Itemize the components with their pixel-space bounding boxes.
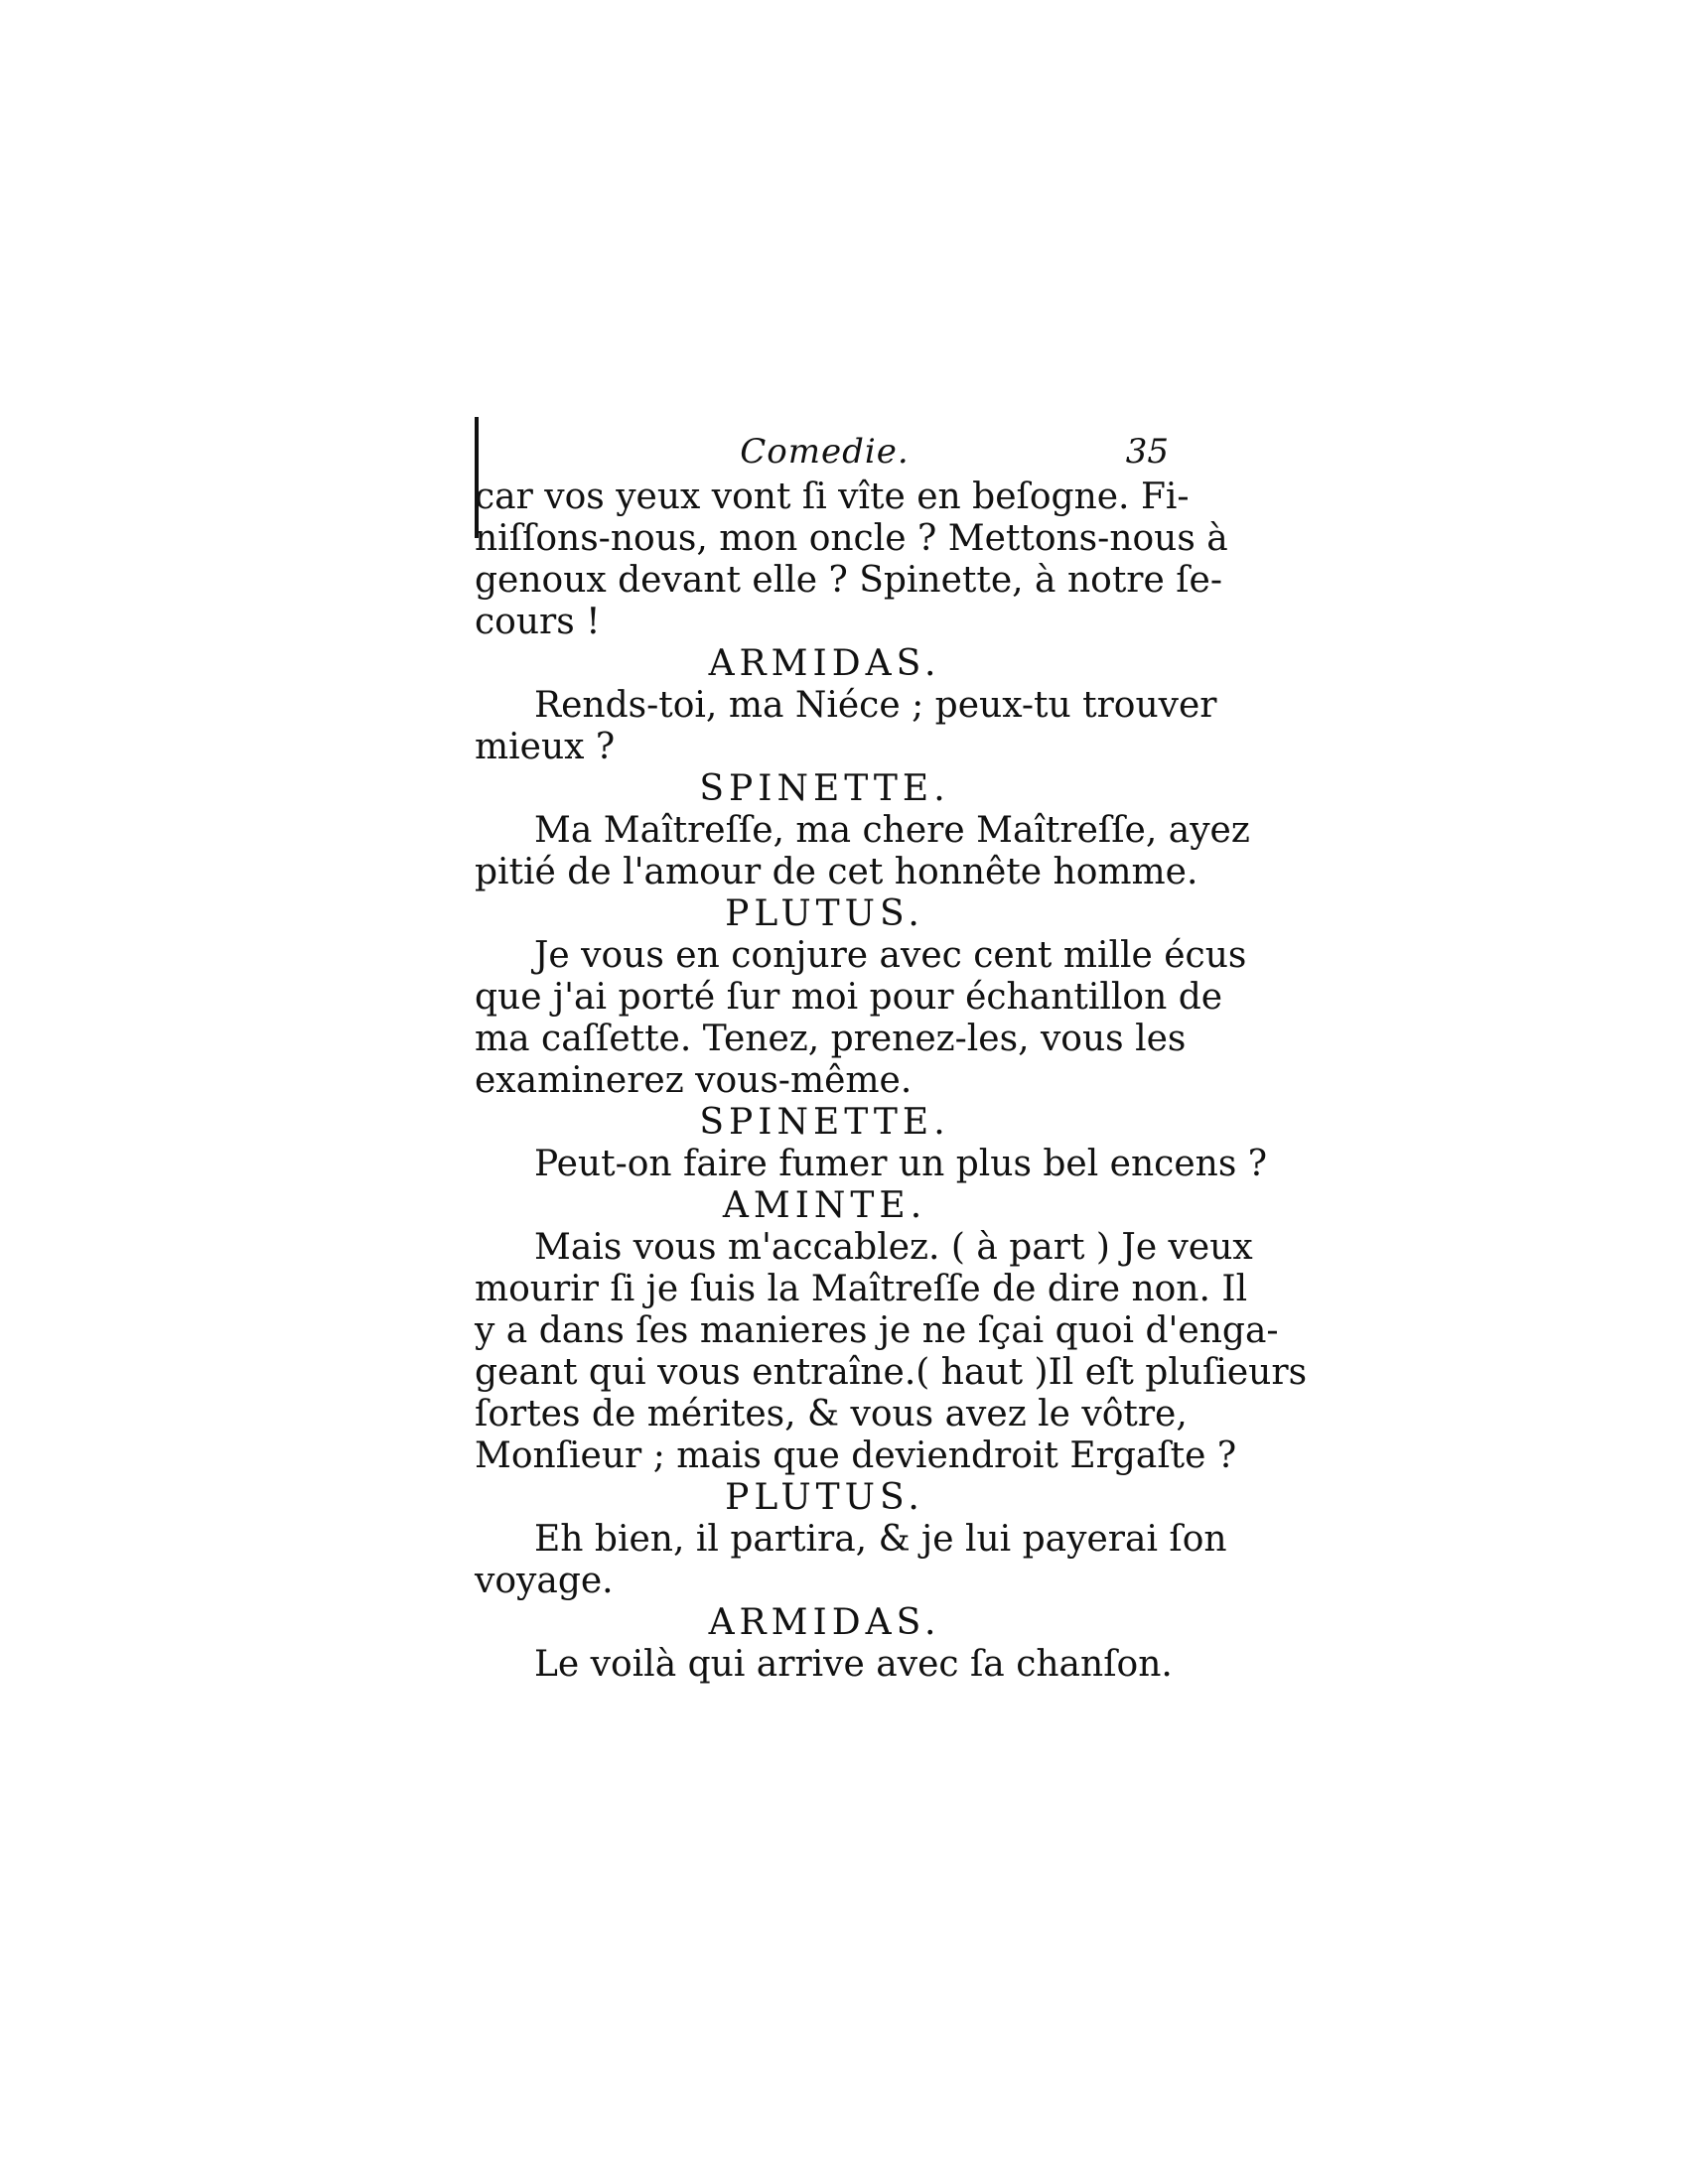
speech-line: voyage. xyxy=(475,1561,614,1601)
speech-line: mourir ſi je ſuis la Maîtreſſe de dire non. Il xyxy=(475,1269,1248,1309)
speech-line: car vos yeux vont ſi vîte en beſogne. Fi- xyxy=(475,477,1190,517)
speaker-heading: AMINTE. xyxy=(722,1185,927,1226)
body-text xyxy=(475,477,1308,1686)
speaker-heading: ARMIDAS. xyxy=(708,1602,941,1643)
speech-line: cours ! xyxy=(475,602,601,642)
speech-line: genoux devant elle ? Spinette, à notre ſe- xyxy=(475,560,1223,601)
speech-line: ma caſſette. Tenez, prenez-les, vous les xyxy=(475,1019,1187,1059)
text-block xyxy=(475,427,1308,1686)
speaker-heading: PLUTUS. xyxy=(725,893,924,934)
speech-line: Mais vous m'accablez. ( à part ) Je veux xyxy=(534,1227,1253,1268)
speaker-heading: SPINETTE. xyxy=(699,1102,950,1143)
speech-line: que j'ai porté ſur moi pour échantillon de xyxy=(475,977,1223,1018)
speaker-heading: ARMIDAS. xyxy=(708,643,941,684)
running-head xyxy=(475,427,1175,477)
speech-line: niſſons-nous, mon oncle ? Mettons-nous à xyxy=(475,518,1228,559)
speech-line: Monſieur ; mais que deviendroit Ergaſte ? xyxy=(475,1435,1237,1476)
speech-line: Eh bien, il partira, & je lui payerai ſon xyxy=(534,1519,1227,1560)
speaker-heading: SPINETTE. xyxy=(699,768,950,809)
speech-line: examinerez vous-même. xyxy=(475,1060,913,1101)
speech-line: Ma Maîtreſſe, ma chere Maîtreſſe, ayez xyxy=(534,810,1250,851)
speech-line: pitié de l'amour de cet honnête homme. xyxy=(475,852,1198,892)
speech-line: ſortes de mérites, & vous avez le vôtre, xyxy=(475,1394,1188,1434)
speech-line: Rends-toi, ma Niéce ; peux-tu trouver xyxy=(534,685,1217,726)
running-title: Comedie. xyxy=(740,432,910,472)
speech-line: Le voilà qui arrive avec ſa chanſon. xyxy=(534,1644,1173,1685)
speech-line: mieux ? xyxy=(475,727,616,767)
speech-line: geant qui vous entraîne.( haut )Il eſt pluſieurs xyxy=(475,1352,1308,1393)
page-number: 35 xyxy=(1125,432,1169,472)
speech-line: y a dans ſes manieres je ne ſçai quoi d'enga- xyxy=(475,1310,1279,1351)
speaker-heading: PLUTUS. xyxy=(725,1477,924,1518)
speech-line: Je vous en conjure avec cent mille écus xyxy=(534,935,1247,976)
speech-line: Peut-on faire fumer un plus bel encens ? xyxy=(534,1144,1268,1184)
